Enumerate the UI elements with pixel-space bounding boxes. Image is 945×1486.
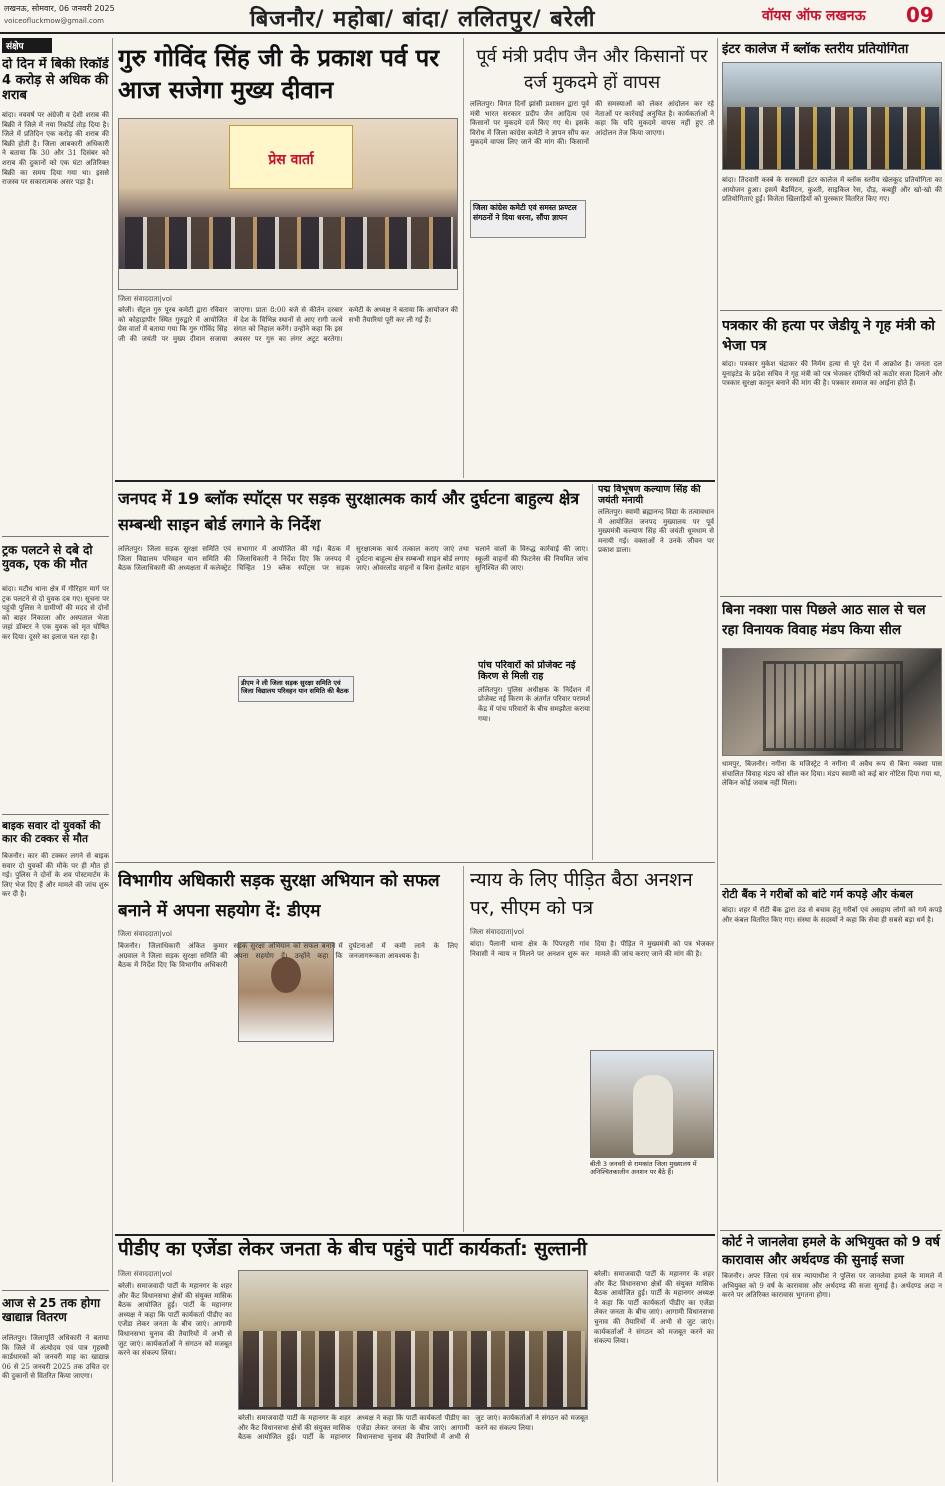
- marriage-headline: बिना नक्शा पास पिछले आठ साल से चल रहा विनायक विवाह मंडप किया सील: [722, 602, 926, 638]
- pda-body-left: बरेली। समाजवादी पार्टी के महानगर के शहर और कैंट विधानसभा क्षेत्रों की संयुक्त मासिक बैठक आयोजित हुई। पार्टी के महानगर अध्यक्ष ने कहा कि पार्टी कार्यकर्ता पीडीए का एजेंडा लेकर जनता के बीच जाएं। आगामी विधानसभा चुनाव की तैयारियों में अभी से जुट जाएं। कार्यकर्ताओं ने संगठन को मजबूत करने का संकल्प लिया।: [118, 1282, 232, 1358]
- dm-body: बिजनौर। जिलाधिकारी अंकित कुमार अग्रवाल ने जिला सड़क सुरक्षा समिति की बैठक में निर्देश दिए कि विभागीय अधिकारी सड़क सुरक्षा अभियान को सफल बनाने में अपना सहयोग दें। उन्होंने कहा कि दुर्घटनाओं में कमी लाने के लिए जनजागरूकता आवश्यक है।: [118, 942, 458, 970]
- block-headline: इंटर कालेज में ब्लॉक स्तरीय प्रतियोगिता: [722, 42, 909, 57]
- road-body: ललितपुर। जिला सड़क सुरक्षा समिति एवं जिला विद्यालय परिवहन यान समिति की बैठक जिलाधिकारी की अध्यक्षता में कलेक्ट्रेट सभागार में आयोजित की गई। बैठक में जिलाधिकारी ने निर्देश दिए कि जनपद में चिन्हित 19 ब्लैक स्पॉट्स पर सड़क सुरक्षात्मक कार्य तत्काल कराए जाएं तथा दुर्घटना बाहुल्य क्षेत्र सम्बन्धी साइन बोर्ड लगाए जाएं। ओवरलोड वाहनों व बिना हेलमेट वाहन चलाने वालों के विरुद्ध कार्रवाई की जाए। स्कूली वाहनों की फिटनेस की नियमित जांच सुनिश्चित की जाए।: [118, 545, 588, 573]
- pda-byline: जिला संवाददाता|vol: [118, 1270, 173, 1278]
- nyay-photo: [590, 1050, 714, 1158]
- story-bike-body: बिजनौर। कार की टक्कर लगने से बाइक सवार दो युवकों की मौके पर ही मौत हो गई। पुलिस ने दोनों के शव पोस्टमार्टम के लिए भेज दिए हैं और मामले की जांच शुरू कर दी है।: [2, 852, 109, 899]
- nyay-byline: जिला संवाददाता|vol: [470, 928, 525, 936]
- story-truck-body: बांदा। मटौंध थाना क्षेत्र में गौरिहार मार्ग पर ट्रक पलटने से दो युवक दब गए। सूचना पर पहुंची पुलिस ने ग्रामीणों की मदद से दोनों को बाहर निकाला और अस्पताल भेजा जहां डॉक्टर ने एक युवक को मृत घोषित कर दिया। दूसरे का इलाज चल रहा है।: [2, 585, 109, 641]
- pending-body: ललितपुर। पुलिस अधीक्षक के निर्देशन में प्रोजेक्ट नई किरण के अंतर्गत परिवार परामर्श केंद्र में पांच परिवारों के बीच समझौता कराया गया।: [478, 685, 590, 723]
- dm-headline: विभागीय अधिकारी सड़क सुरक्षा अभियान को सफल बनाने में अपना सहयोग दें: डीएम: [118, 871, 440, 921]
- story-ration-body: ललितपुर। जिलापूर्ति अधिकारी ने बताया कि जिले में अंत्योदय एवं पात्र गृहस्थी कार्डधारकों को जनवरी माह का खाद्यान्न 06 से 25 जनवरी 2025 तक उचित दर की दुकानों से वितरित किया जाएगा।: [2, 1334, 109, 1381]
- pda-headline: पीडीए का एजेंडा लेकर जनता के बीच पहुंचे पार्टी कार्यकर्ता: सुल्तानी: [118, 1238, 587, 1260]
- lead-headline: गुरु गोविंद सिंह जी के प्रकाश पर्व पर आज सजेगा मुख्य दीवान: [118, 44, 440, 104]
- court-headline: कोर्ट ने जानलेवा हमले के अभियुक्त को 9 वर्ष कारावास और अर्थदण्ड की सुनाई सजा: [722, 1235, 940, 1268]
- jain-headline: पूर्व मंत्री प्रदीप जैन और किसानों पर दर्ज मुकदमे हों वापस: [476, 46, 708, 93]
- nyay-caption: बीती 3 जनवरी से रामकांत जिला मुख्यालय में अनिश्चितकालीन अनशन पर बैठे हैं।: [590, 1160, 697, 1176]
- block-body: बांदा। तिंदवारी कस्बे के सरस्वती इंटर कालेज में ब्लॉक स्तरीय खेलकूद प्रतियोगिता का आयोजन हुआ। इसमें बैडमिंटन, कुश्ती, साइकिल रेस, दौड़, कबड्डी और खो-खो की प्रतियोगिताएं हुईं। विजेता खिलाड़ियों को पुरस्कार वितरित किए गए।: [722, 176, 942, 204]
- story-ration-headline: आज से 25 तक होगा खाद्यान्न वितरण: [2, 1296, 101, 1325]
- jain-subhead-box: [470, 200, 586, 238]
- dateline: लखनऊ, सोमवार, 06 जनवरी 2025: [4, 4, 115, 13]
- city-strip: बिजनौर/ महोबा/ बांदा/ ललितपुर/ बरेली: [250, 7, 596, 32]
- story-liquor-headline: दो दिन में बिकी रिकॉर्ड 4 करोड़ से अधिक की शराब: [2, 57, 109, 104]
- roti-body: बांदा। शहर में रोटी बैंक द्वारा ठंड से बचाव हेतु गरीबों एवं असहाय लोगों को गर्म कपड़े और कंबल वितरित किए गए। संस्था के सदस्यों ने कहा कि सेवा ही सबसे बड़ा धर्म है।: [722, 906, 942, 924]
- story-bike-headline: बाइक सवार दो युवकों की कार की टक्कर से मौत: [2, 820, 101, 845]
- marriage-gate: [763, 661, 903, 751]
- marriage-body: धामपुर, बिजनौर। नगीना के मजिस्ट्रेट ने नगीना में अवैध रूप से बिना नक्शा पास संचालित विवाह मंडप को सील कर दिया। मंडप स्वामी को कई बार नोटिस दिया गया था, लेकिन कोई जवाब नहीं मिला।: [722, 760, 942, 788]
- jdu-body: बांदा। पत्रकार मुकेश चंद्राकर की निर्मम हत्या से पूरे देश में आक्रोश है। जनता दल यूनाइटेड के प्रदेश सचिव ने गृह मंत्री को पत्र भेजकर दोषियों को कठोर सजा दिलाने और पत्रकार सुरक्षा कानून बनाने की मांग की है। पत्रकार समाज का आईना होते हैं।: [722, 360, 942, 388]
- paper-name: वॉयस ऑफ लखनऊ: [762, 8, 866, 24]
- court-body: बिजनौर। अपर जिला एवं सत्र न्यायाधीश ने पुलिस पर जानलेवा हमले के मामले में अभियुक्त को 9 वर्ष के कारावास और अर्थदण्ड की सजा सुनाई है। अर्थदण्ड अदा न करने पर अतिरिक्त कारावास भुगतना होगा।: [722, 1272, 942, 1300]
- nyay-body: बांदा। पैलानी थाना क्षेत्र के पिपरहरी गांव निवासी ने न्याय न मिलने पर अनशन शुरू कर दिया है। पीड़ित ने मुख्यमंत्री को पत्र भेजकर मामले की जांच कराए जाने की मांग की है।: [470, 940, 714, 958]
- lead-photo: [118, 118, 458, 290]
- road-subhead: डीएम ने ली जिला सड़क सुरक्षा समिति एवं जिला विद्यालय परिवहन यान समिति की बैठक: [241, 679, 349, 695]
- pda-body-right: बरेली। समाजवादी पार्टी के महानगर के शहर और कैंट विधानसभा क्षेत्रों की संयुक्त मासिक बैठक आयोजित हुई। पार्टी के महानगर अध्यक्ष ने कहा कि पार्टी कार्यकर्ता पीडीए का एजेंडा लेकर जनता के बीच जाएं। आगामी विधानसभा चुनाव की तैयारियों में अभी से जुट जाएं। कार्यकर्ताओं ने संगठन को मजबूत करने का संकल्प लिया।: [238, 1414, 588, 1442]
- dm-byline: जिला संवाददाता|vol: [118, 930, 173, 938]
- block-trophy-row: [727, 107, 939, 169]
- jain-body: ललितपुर। विगत दिनों झांसी प्रशासन द्वारा पूर्व मंत्री भारत सरकार प्रदीप जैन आदित्य एवं किसानों पर मुकदमे दर्ज किए गए थे। इसके विरोध में जिला कांग्रेस कमेटी ने ज्ञापन सौंप कर मुकदमे वापस लिए जाने की मांग की। किसानों की समस्याओं को लेकर आंदोलन कर रहे नेताओं पर कार्रवाई अनुचित है। कार्यकर्ताओं ने कहा कि यदि मुकदमे वापस नहीं हुए तो आंदोलन तेज किया जाएगा।: [470, 100, 714, 147]
- masthead: [0, 0, 945, 34]
- press-banner-text: प्रेस वार्ता: [268, 152, 314, 168]
- email: voiceofluckmow@gmail.com: [4, 17, 104, 25]
- sankshep-label: संक्षेप: [2, 38, 52, 53]
- vishnu-body: ललितपुर। स्वामी ब्रह्मानन्द विद्या के तत्वावधान में आयोजित जनपद मुख्यालय पर पूर्व मुख्यमंत्री कल्याण सिंह की जयंती धूमधाम से मनायी गई। वक्ताओं ने उनके जीवन पर प्रकाश डाला।: [598, 508, 714, 555]
- press-banner: [229, 125, 353, 189]
- story-liquor-body: बांदा। नववर्ष पर अंग्रेजी व देशी शराब की बिक्री ने जिले में नया रिकॉर्ड तोड़ दिया है। जिले में प्रतिदिन एक करोड़ की शराब की बिक्री होती है। जिला आबकारी अधिकारी ने बताया कि 30 और 31 दिसंबर को शराब की दुकानों को एक घंटा अतिरिक्त बिक्री का समय दिया गया था। इससे राजस्व पर सकारात्मक असर पड़ा है।: [2, 111, 109, 187]
- page-number: 09: [906, 3, 934, 27]
- story-truck-headline: ट्रक पलटने से दबे दो युवक, एक की मौत: [2, 543, 93, 572]
- road-subhead-box: [238, 676, 354, 702]
- block-photo: [722, 62, 942, 170]
- jain-subhead: जिला कांग्रेस कमेटी एवं समस्त फ्रण्टल संगठनों ने दिया धरना, सौंपा ज्ञापन: [473, 203, 577, 222]
- nyay-headline: न्याय के लिए पीड़ित बैठा अनशन पर, सीएम को पत्र: [470, 869, 693, 919]
- lead-byline: जिला संवाददाता|vol: [118, 295, 173, 303]
- sankshep-column: [2, 38, 109, 1482]
- marriage-photo: [722, 648, 942, 756]
- pending-headline: पांच परिवारों को प्रोजेक्ट नई किरण से मिली राह: [478, 660, 576, 683]
- jdu-headline: पत्रकार की हत्या पर जेडीयू ने गृह मंत्री को भेजा पत्र: [722, 318, 935, 354]
- pda-crowd: [243, 1331, 585, 1407]
- roti-headline: रोटी बैंक ने गरीबों को बांटे गर्म कपड़े और कंबल: [722, 888, 913, 901]
- road-headline: जनपद में 19 ब्लॉक स्पॉट्स पर सड़क सुरक्षात्मक कार्य और दुर्घटना बाहुल्य क्षेत्र सम्बन्धी साइन बोर्ड लगाने के निर्देश: [118, 489, 580, 534]
- pda-body-far: बरेली। समाजवादी पार्टी के महानगर के शहर और कैंट विधानसभा क्षेत्रों की संयुक्त मासिक बैठक आयोजित हुई। पार्टी के महानगर अध्यक्ष ने कहा कि पार्टी कार्यकर्ता पीडीए का एजेंडा लेकर जनता के बीच जाएं। आगामी विधानसभा चुनाव की तैयारियों में अभी से जुट जाएं। कार्यकर्ताओं ने संगठन को मजबूत करने का संकल्प लिया।: [594, 1270, 714, 1346]
- pending-box: [478, 660, 590, 860]
- vishnu-headline: पद्म विभूषण कल्याण सिंह की जयंती मनायी: [598, 484, 701, 507]
- table-cloth: [119, 269, 458, 290]
- nyay-person: [633, 1075, 673, 1155]
- lead-body: बरेली। सेंट्रल गुरु पूरब कमेटी द्वारा रविवार को कोहाड़ापीर स्थित गुरुद्वारे में आयोजित प्रेस वार्ता में बताया गया कि गुरु गोविंद सिंह जी की जयंती पर मुख्य दीवान सजाया जाएगा। प्रातः 8:00 बजे से कीर्तन दरबार में देश के विभिन्न स्थानों से आए रागी जत्थे संगत को निहाल करेंगे। उन्होंने कहा कि इस अवसर पर गुरु का लंगर अटूट बरतेगा। कमेटी के अध्यक्ष ने बताया कि आयोजन की सभी तैयारियां पूरी कर ली गई हैं।: [118, 306, 458, 343]
- pda-photo: [238, 1270, 588, 1410]
